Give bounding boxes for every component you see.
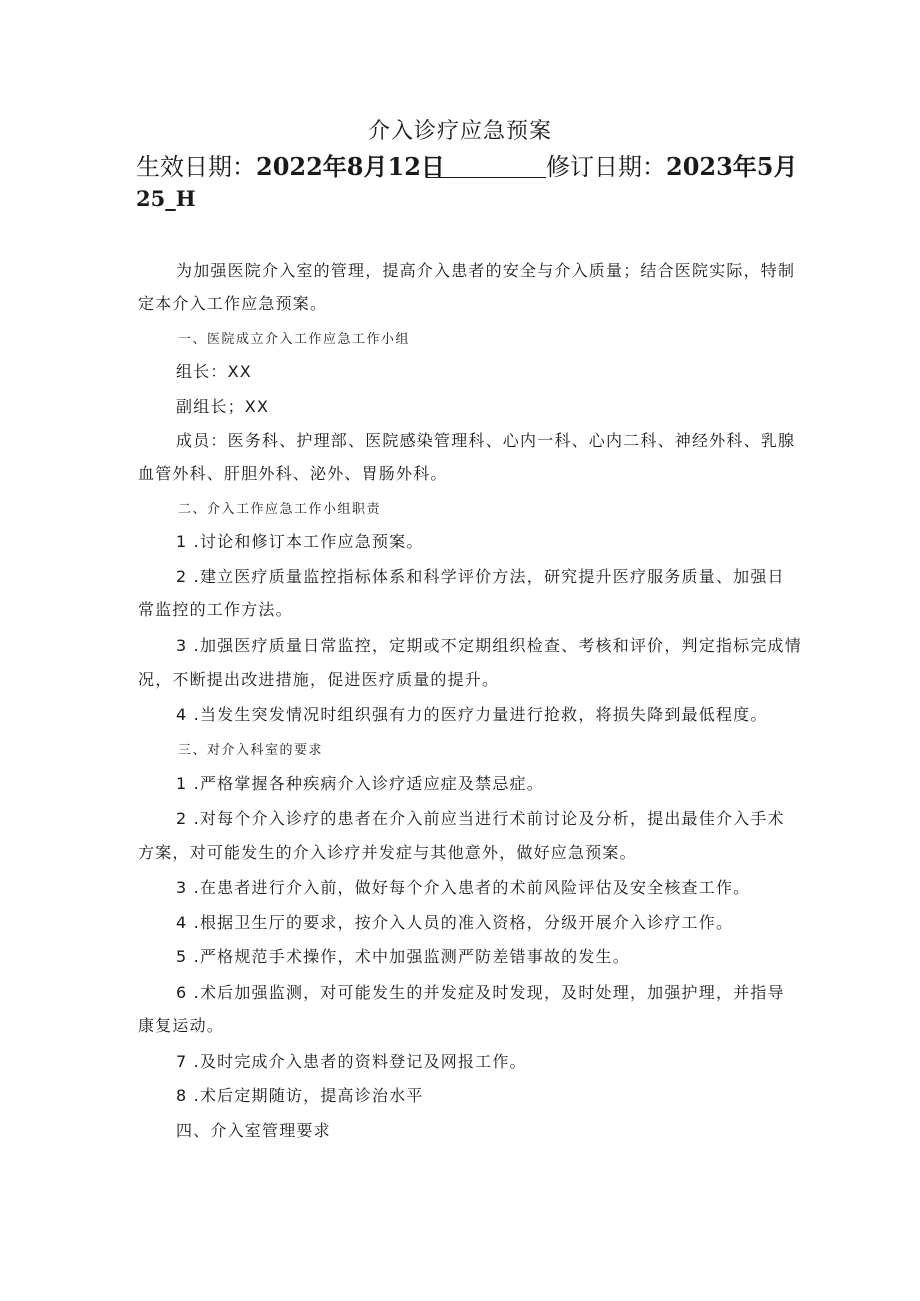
intro-line-2: 定本介入工作应急预案。 <box>138 294 328 313</box>
s3-item-4: 4 .根据卫生厅的要求，按介入人员的准入资格，分级开展介入诊疗工作。 <box>176 913 734 932</box>
group-leader: 组长：XX <box>176 362 252 381</box>
s2-item-4: 4 .当发生突发情况时组织强有力的医疗力量进行抢救，将损失降到最低程度。 <box>176 705 768 724</box>
s2-item-1: 1 .讨论和修订本工作应急预案。 <box>176 532 424 551</box>
s3-item-1: 1 .严格掌握各种疾病介入诊疗适应症及禁忌症。 <box>176 774 544 793</box>
revised-date-continued: 25_H <box>136 186 196 211</box>
s3-item-6-line-1: 6 .术后加强监测，对可能发生的并发症及时发现，及时处理，加强护理，并指导 <box>176 983 785 1002</box>
s3-item-2-line-2: 方案，对可能发生的介入诊疗并发症与其他意外，做好应急预案。 <box>138 843 637 862</box>
intro-line-1: 为加强医院介入室的管理，提高介入患者的安全与介入质量；结合医院实际，特制 <box>176 261 796 280</box>
members-line-1: 成员：医务科、护理部、医院感染管理科、心内一科、心内二科、神经外科、乳腺 <box>176 431 796 450</box>
s3-item-3: 3 .在患者进行介入前，做好每个介入患者的术前风险评估及安全核查工作。 <box>176 878 751 897</box>
revised-date <box>546 147 798 182</box>
section4-heading: 四、介入室管理要求 <box>176 1121 331 1140</box>
section1-heading: 一、医院成立介入工作应急工作小组 <box>178 332 411 347</box>
effective-date <box>136 147 445 182</box>
effective-date-value: 2022年8月12日 <box>256 152 445 181</box>
section2-heading: 二、介入工作应急工作小组职责 <box>178 502 382 517</box>
s2-item-3-line-2: 况，不断提出改进措施，促进医疗质量的提升。 <box>138 670 500 689</box>
s3-item-7: 7 .及时完成介入患者的资料登记及网报工作。 <box>176 1052 527 1071</box>
s2-item-3-line-1: 3 .加强医疗质量日常监控，定期或不定期组织检查、考核和评价，判定指标完成情 <box>176 636 802 655</box>
section3-heading: 三、对介入科室的要求 <box>178 743 324 758</box>
s3-item-2-line-1: 2 .对每个介入诊疗的患者在介入前应当进行术前讨论及分析，提出最佳介入手术 <box>176 809 785 828</box>
s2-item-2-line-2: 常监控的工作方法。 <box>138 600 293 619</box>
s3-item-6-line-2: 康复运动。 <box>138 1016 225 1035</box>
date-line <box>136 147 796 183</box>
s3-item-8: 8 .术后定期随访，提高诊治水平 <box>176 1086 424 1105</box>
document-title: 介入诊疗应急预案 <box>367 119 552 144</box>
revised-date-value: 2023年5月 <box>666 152 798 181</box>
s2-item-2-line-1: 2 .建立医疗质量监控指标体系和科学评价方法，研究提升医疗服务质量、加强日 <box>176 567 785 586</box>
effective-date-label: 生效日期： <box>136 153 256 181</box>
revised-date-label: 修订日期： <box>546 153 666 181</box>
s3-item-5: 5 .严格规范手术操作，术中加强监测严防差错事故的发生。 <box>176 947 630 966</box>
deputy-leader: 副组长；XX <box>176 397 270 416</box>
blank-underline <box>426 177 546 178</box>
members-line-2: 血管外科、肝胆外科、泌外、胃肠外科。 <box>138 464 448 483</box>
